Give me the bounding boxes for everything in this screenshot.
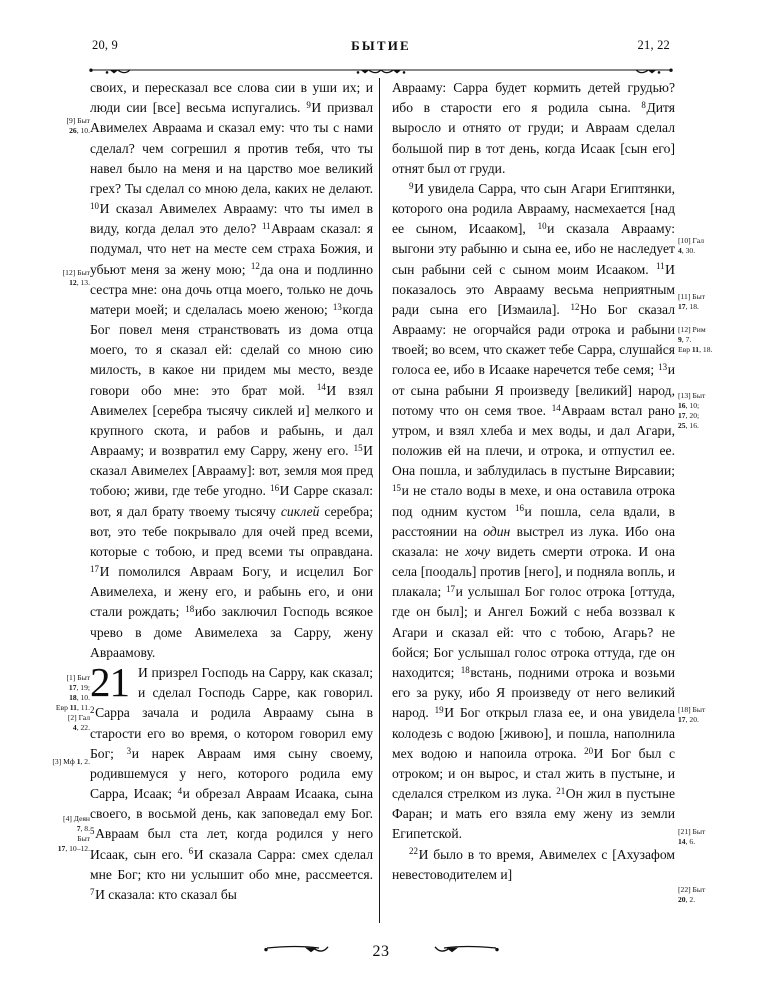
text-column-left (90, 78, 373, 905)
verse-number: 4 (177, 785, 183, 796)
verse-number: 16 (514, 503, 524, 514)
running-head-left-reference: 20, 9 (92, 38, 118, 52)
verse-number: 20 (584, 745, 594, 756)
column-divider-rule (379, 78, 380, 923)
cross-reference-note: [11] Быт 17, 18. (678, 292, 706, 312)
verse-number: 16 (270, 483, 280, 494)
running-head-right-reference: 21, 22 (637, 38, 670, 52)
scripture-paragraph: своих, и пересказал все слова сии в уши их; и люди сии [все] весьма испугались. $^9$И призвал Авимелех Авраама и сказал ему: что ты с нами сделал? чем согрешил я против тебя, что ты навел было на меня и на царство мое великий грех? Ты сделал со мною дела, каких не делают. $^{10}$И сказал Авимелех Аврааму: что ты имел в виду, когда делал это дело? $^{11}$Авраам сказал: я подумал, что нет на месте сем страха Божия, и убьют меня за жену мою; $^{12}$да она и подлинно сестра мне: она дочь отца моего, только не дочь матери моей; и сделалась моею женою; $^{13}$когда Бог повел меня странствовать из дома отца моего, то я сказал ей: сделай со мною сию милость, в какое ни придем мы место, везде говори обо мне: это брат мой. $^{14}$И взял Авимелех [серебра тысячу сиклей и] мелкого и крупного скота, и рабов и рабынь, и дал Аврааму; и возвратил ему Сарру, жену его. $^{15}$И сказал Авимелех [Аврааму]: вот, земля моя пред тобою; живи, где тебе угодно. $^{16}$И Сарре сказал: вот, я дал брату твоему тысячу сиклей серебра; вот, это тебе покрывало для очей пред всеми, которые с тобою, и пред всеми ты оправдана. $^{17}$И помолился Авраам Богу, и исцелил Бог Авимелеха, и жену его, и рабынь его, и они стали рождать; $^{18}$ибо заключил Господь всякое чрево в доме Авимелеха за Сарру, жену Авраамову. (90, 80, 374, 660)
cross-reference-note: [18] Быт 17, 20. (678, 705, 706, 725)
running-head-book-title: БЫТИЕ (351, 38, 411, 53)
footer-ornament-left (261, 943, 357, 962)
verse-number: 11 (261, 221, 271, 232)
verse-number: 22 (409, 846, 418, 857)
emphasis-text: сиклей (280, 503, 320, 519)
cross-reference-note: [3] Мф 1, 2. (52, 757, 90, 766)
verse-number: 10 (537, 221, 547, 232)
running-head (92, 38, 670, 58)
verse-number: 19 (434, 705, 444, 716)
verse-number: 13 (658, 362, 668, 373)
verse-number: 2 (90, 705, 95, 716)
page-number: 23 (372, 943, 390, 960)
verse-number: 8 (641, 100, 646, 111)
verse-number: 5 (90, 826, 95, 837)
emphasis-text: один (483, 523, 511, 539)
footer-ornament-right (406, 943, 502, 962)
page-footer (0, 932, 762, 972)
header-ornament-rule (88, 67, 674, 76)
verse-number: 13 (332, 301, 342, 312)
verse-number: 3 (126, 745, 132, 756)
verse-number: 18 (185, 604, 195, 615)
cross-reference-note: [9] Быт 26, 10. (66, 116, 90, 136)
cross-reference-note: [12] Быт 12, 13. (62, 268, 90, 288)
verse-number: 18 (460, 664, 470, 675)
verse-number: 9 (306, 100, 311, 111)
cross-reference-note: [13] Быт 16, 10; 17, 20; 25, 16. (678, 391, 706, 431)
verse-number: 12 (250, 261, 260, 272)
cross-reference-note: [12] Рим 9, 7. Евр 11, 18. (678, 325, 713, 355)
verse-number: 12 (570, 301, 580, 312)
verse-number: 7 (90, 886, 95, 897)
verse-number: 14 (551, 402, 561, 413)
verse-number: 15 (392, 483, 401, 494)
cross-reference-note: [21] Быт 14, 6. (678, 827, 706, 847)
verse-number: 6 (188, 846, 194, 857)
verse-number: 17 (90, 564, 99, 574)
emphasis-text: хочу (465, 543, 491, 559)
scripture-paragraph: $^9$И увидела Сарра, что сын Агари Египтянки, которого она родила Аврааму, насмехается [над ее сыном, Исааком], $^{10}$и сказала Аврааму: выгони эту рабыню и сына ее, ибо не наследует сын рабыни сей с сыном моим Исааком. $^{11}$И показалось это Аврааму весьма неприятным ради сына его [Измаила]. $^{12}$Но Бог сказал Аврааму: не огорчайся ради отрока и рабыни твоей; во всем, что скажет тебе Сарра, слушайся голоса ее, ибо в Исааке наречется тебе семя; $^{13}$и от сына рабыни Я произведу [великий] народ, потому что он семя твое. $^{14}$Авраам встал рано утром, и взял хлеба и мех воды, и дал Агари, положив ей на плечи, и отрока, и отпустил ее. Она пошла, и заблудилась в пустыне Вирсавии; $^{15}$и не стало воды в мехе, и она оставила отрока под одним кустом $^{16}$и пошла, села вдали, в расстоянии на один выстрел из лука. Ибо она сказала: не хочу видеть смерти отрока. И она села [поодаль] против [него], и подняла вопль, и плакала; $^{17}$и услышал Бог голос отрока [оттуда, где он был]; и Ангел Божий с неба воззвал к Агари и сказал ей: что с тобою, Агарь? не бойся; Бог услышал голос отрока оттуда, где он находится; $^{18}$встань, подними отрока и возьми его за руку, ибо Я произведу от него великий народ. $^{19}$И Бог открыл глаза ее, и она увидела колодезь с водою [живою], и пошла, наполнила мех водою и напоила отрока. $^{20}$И Бог был с отроком; и он вырос, и стал жить в пустыне, и сделался стрелком из лука. $^{21}$Он жил в пустыне Фаран; и мать его взяла ему жену из земли Египетской. (392, 180, 676, 842)
verse-number: 21 (556, 785, 566, 796)
scripture-paragraph: $^{22}$И было в то время, Авимелех с [Ахузафом невестоводителем и] (392, 846, 675, 882)
verse-number: 17 (446, 584, 456, 595)
verse-number: 9 (409, 180, 414, 191)
text-column-right (392, 78, 675, 885)
chapter-number-dropcap: 21 (90, 658, 129, 705)
scripture-paragraph: Аврааму: Сарра будет кормить детей грудью? ибо в старости его я родила сына. $^8$Дитя выросло и отнято от груди; и Авраам сделал большой пир в тот день, когда Исаак [сын его] отнят был от груди. (392, 80, 675, 176)
cross-reference-note: [4] Деян 7, 8. Быт 17, 10–12. (57, 814, 90, 854)
verse-number: 11 (655, 261, 665, 272)
cross-reference-note: [10] Гал 4, 30. (678, 236, 704, 256)
verse-number: 14 (316, 382, 326, 393)
verse-number: 15 (353, 442, 363, 453)
verse-number: 10 (90, 200, 99, 211)
chapter-opening-paragraph: 21 И призрел Господь на Сарру, как сказал; и сделал Господь Сарре, как говорил. $^2$Сарра зачала и родила Аврааму сына в старости его во время, о котором говорил ему Бог; $^3$и нарек Авраам имя сыну своему, родившемуся у него, которого родила ему Сарра, Исаак; $^4$и обрезал Авраам Исаака, сына своего, в восьмой день, как заповедал ему Бог. $^5$Авраам был ста лет, когда родился у него Исаак, сын его. $^6$И сказала Сарра: смех сделал мне Бог; кто ни услышит обо мне, рассмеется. $^7$И сказала: кто сказал бы (90, 658, 373, 902)
cross-reference-note: [22] Быт 20, 2. (678, 885, 706, 905)
cross-reference-note: [1] Быт 17, 19; 18, 10. Евр 11, 11. [2] Гал 4, 22. (55, 673, 90, 733)
